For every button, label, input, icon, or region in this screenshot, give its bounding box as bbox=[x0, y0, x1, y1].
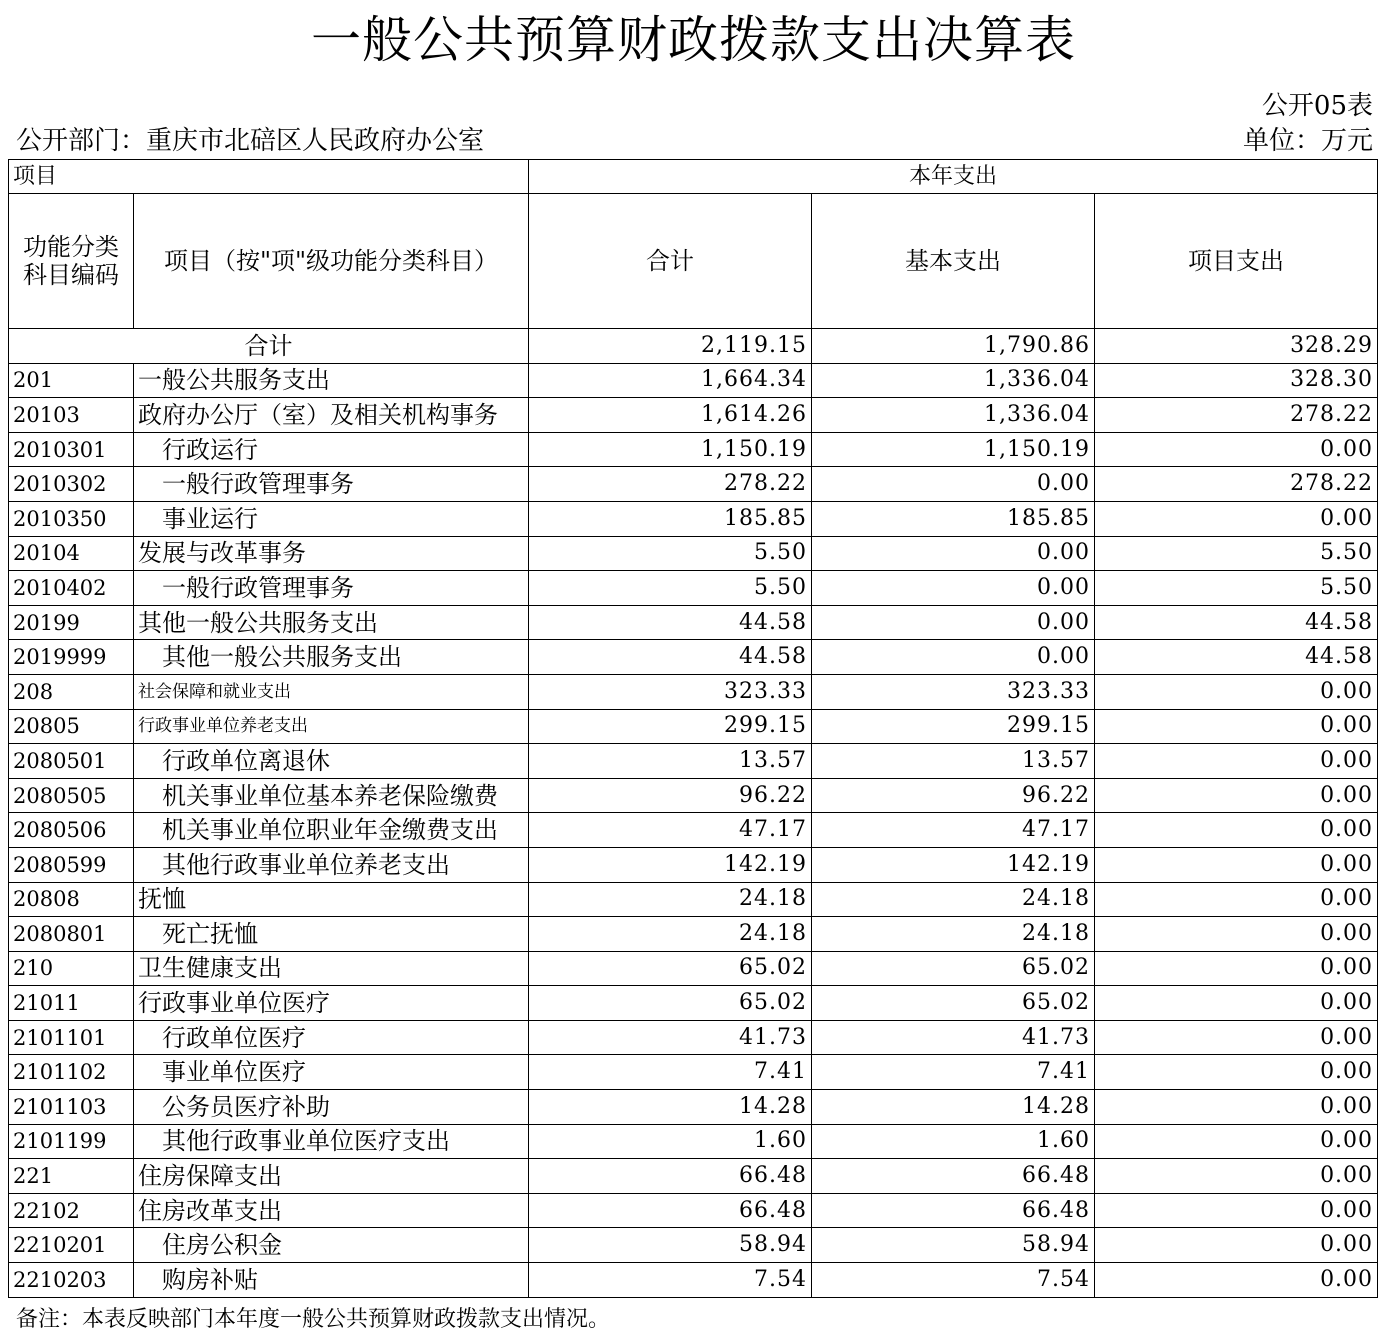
table-row bbox=[9, 1263, 1378, 1298]
header-current-year: 本年支出 bbox=[529, 160, 1378, 194]
row-name: 住房改革支出 bbox=[134, 1193, 529, 1228]
row-total: 65.02 bbox=[529, 986, 812, 1021]
row-name: 抚恤 bbox=[134, 882, 529, 917]
table-row bbox=[9, 1193, 1378, 1228]
header-row-1 bbox=[9, 160, 1378, 194]
row-basic: 14.28 bbox=[812, 1090, 1095, 1125]
row-total: 5.50 bbox=[529, 571, 812, 606]
row-project: 0.00 bbox=[1095, 882, 1378, 917]
row-code: 2101199 bbox=[9, 1124, 134, 1159]
row-project: 0.00 bbox=[1095, 674, 1378, 709]
row-basic: 7.41 bbox=[812, 1055, 1095, 1090]
row-project: 0.00 bbox=[1095, 917, 1378, 952]
row-total: 44.58 bbox=[529, 605, 812, 640]
row-total: 5.50 bbox=[529, 536, 812, 571]
header-name: 项目（按"项"级功能分类科目） bbox=[134, 194, 529, 329]
row-basic: 1.60 bbox=[812, 1124, 1095, 1159]
row-total: 65.02 bbox=[529, 951, 812, 986]
row-basic: 0.00 bbox=[812, 640, 1095, 675]
row-name: 一般行政管理事务 bbox=[134, 467, 529, 502]
row-name: 行政单位医疗 bbox=[134, 1020, 529, 1055]
row-name: 行政运行 bbox=[134, 432, 529, 467]
row-total: 1,614.26 bbox=[529, 398, 812, 433]
row-project: 0.00 bbox=[1095, 813, 1378, 848]
table-row bbox=[9, 882, 1378, 917]
header-project: 项目 bbox=[9, 160, 529, 194]
row-project: 5.50 bbox=[1095, 571, 1378, 606]
total-project: 328.29 bbox=[1095, 329, 1378, 364]
header-row-2 bbox=[9, 194, 1378, 329]
row-total: 278.22 bbox=[529, 467, 812, 502]
row-code: 2080505 bbox=[9, 778, 134, 813]
row-total: 24.18 bbox=[529, 917, 812, 952]
row-project: 328.30 bbox=[1095, 363, 1378, 398]
row-code: 2101101 bbox=[9, 1020, 134, 1055]
row-basic: 0.00 bbox=[812, 571, 1095, 606]
total-label: 合计 bbox=[9, 329, 529, 364]
table-row bbox=[9, 536, 1378, 571]
row-name: 事业单位医疗 bbox=[134, 1055, 529, 1090]
table-row bbox=[9, 1124, 1378, 1159]
row-total: 7.54 bbox=[529, 1263, 812, 1298]
table-row bbox=[9, 709, 1378, 744]
row-code: 20103 bbox=[9, 398, 134, 433]
table-row bbox=[9, 1020, 1378, 1055]
row-total: 142.19 bbox=[529, 847, 812, 882]
row-project: 0.00 bbox=[1095, 847, 1378, 882]
row-basic: 0.00 bbox=[812, 536, 1095, 571]
row-project: 0.00 bbox=[1095, 1055, 1378, 1090]
row-total: 323.33 bbox=[529, 674, 812, 709]
row-name: 社会保障和就业支出 bbox=[134, 674, 529, 709]
row-basic: 1,150.19 bbox=[812, 432, 1095, 467]
row-total: 58.94 bbox=[529, 1228, 812, 1263]
row-total: 1,664.34 bbox=[529, 363, 812, 398]
row-name: 购房补贴 bbox=[134, 1263, 529, 1298]
total-basic: 1,790.86 bbox=[812, 329, 1095, 364]
row-code: 2010302 bbox=[9, 467, 134, 502]
row-basic: 65.02 bbox=[812, 951, 1095, 986]
row-basic: 66.48 bbox=[812, 1193, 1095, 1228]
row-project: 0.00 bbox=[1095, 778, 1378, 813]
row-total: 66.48 bbox=[529, 1159, 812, 1194]
row-total: 66.48 bbox=[529, 1193, 812, 1228]
row-total: 96.22 bbox=[529, 778, 812, 813]
table-row bbox=[9, 778, 1378, 813]
row-basic: 65.02 bbox=[812, 986, 1095, 1021]
row-code: 22102 bbox=[9, 1193, 134, 1228]
row-project: 0.00 bbox=[1095, 432, 1378, 467]
row-basic: 66.48 bbox=[812, 1159, 1095, 1194]
total-row bbox=[9, 329, 1378, 364]
row-total: 14.28 bbox=[529, 1090, 812, 1125]
row-code: 2101103 bbox=[9, 1090, 134, 1125]
row-code: 2210203 bbox=[9, 1263, 134, 1298]
unit-label: 单位：万元 bbox=[1242, 126, 1373, 156]
row-project: 0.00 bbox=[1095, 986, 1378, 1021]
row-code: 210 bbox=[9, 951, 134, 986]
row-project: 0.00 bbox=[1095, 501, 1378, 536]
row-code: 2101102 bbox=[9, 1055, 134, 1090]
header-project-exp: 项目支出 bbox=[1095, 194, 1378, 329]
form-number: 公开05表 bbox=[1261, 91, 1373, 121]
row-name: 行政事业单位养老支出 bbox=[134, 709, 529, 744]
page-title: 一般公共预算财政拨款支出决算表 bbox=[311, 11, 1076, 69]
department-label: 公开部门：重庆市北碚区人民政府办公室 bbox=[16, 126, 485, 156]
row-code: 208 bbox=[9, 674, 134, 709]
row-code: 2080599 bbox=[9, 847, 134, 882]
row-basic: 1,336.04 bbox=[812, 363, 1095, 398]
table-row bbox=[9, 1090, 1378, 1125]
table-row bbox=[9, 605, 1378, 640]
row-name: 公务员医疗补助 bbox=[134, 1090, 529, 1125]
header-total: 合计 bbox=[529, 194, 812, 329]
table-row bbox=[9, 467, 1378, 502]
table-row bbox=[9, 951, 1378, 986]
row-project: 0.00 bbox=[1095, 744, 1378, 779]
row-code: 221 bbox=[9, 1159, 134, 1194]
row-project: 0.00 bbox=[1095, 1020, 1378, 1055]
row-basic: 323.33 bbox=[812, 674, 1095, 709]
table-row bbox=[9, 917, 1378, 952]
table-row bbox=[9, 1159, 1378, 1194]
row-project: 5.50 bbox=[1095, 536, 1378, 571]
row-name: 机关事业单位基本养老保险缴费 bbox=[134, 778, 529, 813]
header-code: 功能分类科目编码 bbox=[9, 194, 134, 329]
row-name: 发展与改革事务 bbox=[134, 536, 529, 571]
row-code: 201 bbox=[9, 363, 134, 398]
row-project: 0.00 bbox=[1095, 1193, 1378, 1228]
row-name: 一般行政管理事务 bbox=[134, 571, 529, 606]
row-basic: 185.85 bbox=[812, 501, 1095, 536]
row-code: 2080506 bbox=[9, 813, 134, 848]
row-total: 44.58 bbox=[529, 640, 812, 675]
row-basic: 47.17 bbox=[812, 813, 1095, 848]
row-name: 行政事业单位医疗 bbox=[134, 986, 529, 1021]
row-name: 一般公共服务支出 bbox=[134, 363, 529, 398]
row-total: 299.15 bbox=[529, 709, 812, 744]
row-code: 21011 bbox=[9, 986, 134, 1021]
expenditure-table bbox=[8, 159, 1378, 1298]
row-name: 其他行政事业单位养老支出 bbox=[134, 847, 529, 882]
table-row bbox=[9, 1055, 1378, 1090]
footnote: 备注：本表反映部门本年度一般公共预算财政拨款支出情况。 bbox=[16, 1307, 611, 1332]
table-row bbox=[9, 398, 1378, 433]
row-name: 机关事业单位职业年金缴费支出 bbox=[134, 813, 529, 848]
row-project: 278.22 bbox=[1095, 398, 1378, 433]
row-basic: 58.94 bbox=[812, 1228, 1095, 1263]
table-row bbox=[9, 1228, 1378, 1263]
row-name: 卫生健康支出 bbox=[134, 951, 529, 986]
row-total: 24.18 bbox=[529, 882, 812, 917]
row-name: 死亡抚恤 bbox=[134, 917, 529, 952]
row-name: 住房保障支出 bbox=[134, 1159, 529, 1194]
row-total: 1,150.19 bbox=[529, 432, 812, 467]
row-basic: 24.18 bbox=[812, 882, 1095, 917]
row-project: 0.00 bbox=[1095, 1263, 1378, 1298]
row-name: 政府办公厅（室）及相关机构事务 bbox=[134, 398, 529, 433]
table-row bbox=[9, 571, 1378, 606]
row-basic: 13.57 bbox=[812, 744, 1095, 779]
row-code: 20104 bbox=[9, 536, 134, 571]
row-total: 13.57 bbox=[529, 744, 812, 779]
row-name: 其他一般公共服务支出 bbox=[134, 640, 529, 675]
total-sum: 2,119.15 bbox=[529, 329, 812, 364]
table-row bbox=[9, 986, 1378, 1021]
row-basic: 1,336.04 bbox=[812, 398, 1095, 433]
header-basic: 基本支出 bbox=[812, 194, 1095, 329]
row-project: 278.22 bbox=[1095, 467, 1378, 502]
row-name: 行政单位离退休 bbox=[134, 744, 529, 779]
row-name: 住房公积金 bbox=[134, 1228, 529, 1263]
table-row bbox=[9, 674, 1378, 709]
row-code: 2010402 bbox=[9, 571, 134, 606]
row-code: 2210201 bbox=[9, 1228, 134, 1263]
row-code: 2080801 bbox=[9, 917, 134, 952]
row-project: 0.00 bbox=[1095, 1159, 1378, 1194]
row-project: 0.00 bbox=[1095, 1090, 1378, 1125]
row-project: 0.00 bbox=[1095, 1124, 1378, 1159]
row-code: 2010301 bbox=[9, 432, 134, 467]
table-row bbox=[9, 501, 1378, 536]
row-basic: 142.19 bbox=[812, 847, 1095, 882]
row-name: 其他一般公共服务支出 bbox=[134, 605, 529, 640]
row-total: 185.85 bbox=[529, 501, 812, 536]
row-basic: 24.18 bbox=[812, 917, 1095, 952]
row-basic: 0.00 bbox=[812, 605, 1095, 640]
row-total: 1.60 bbox=[529, 1124, 812, 1159]
table-row bbox=[9, 847, 1378, 882]
table-row bbox=[9, 363, 1378, 398]
table-row bbox=[9, 432, 1378, 467]
row-project: 44.58 bbox=[1095, 605, 1378, 640]
row-name: 其他行政事业单位医疗支出 bbox=[134, 1124, 529, 1159]
row-code: 20805 bbox=[9, 709, 134, 744]
row-name: 事业运行 bbox=[134, 501, 529, 536]
table-row bbox=[9, 813, 1378, 848]
row-basic: 41.73 bbox=[812, 1020, 1095, 1055]
row-project: 44.58 bbox=[1095, 640, 1378, 675]
row-basic: 96.22 bbox=[812, 778, 1095, 813]
table-row bbox=[9, 640, 1378, 675]
row-code: 2019999 bbox=[9, 640, 134, 675]
row-project: 0.00 bbox=[1095, 1228, 1378, 1263]
row-basic: 0.00 bbox=[812, 467, 1095, 502]
row-total: 7.41 bbox=[529, 1055, 812, 1090]
row-code: 2010350 bbox=[9, 501, 134, 536]
row-basic: 299.15 bbox=[812, 709, 1095, 744]
row-project: 0.00 bbox=[1095, 709, 1378, 744]
row-code: 2080501 bbox=[9, 744, 134, 779]
row-code: 20808 bbox=[9, 882, 134, 917]
row-total: 47.17 bbox=[529, 813, 812, 848]
row-basic: 7.54 bbox=[812, 1263, 1095, 1298]
table-row bbox=[9, 744, 1378, 779]
row-total: 41.73 bbox=[529, 1020, 812, 1055]
row-code: 20199 bbox=[9, 605, 134, 640]
row-project: 0.00 bbox=[1095, 951, 1378, 986]
